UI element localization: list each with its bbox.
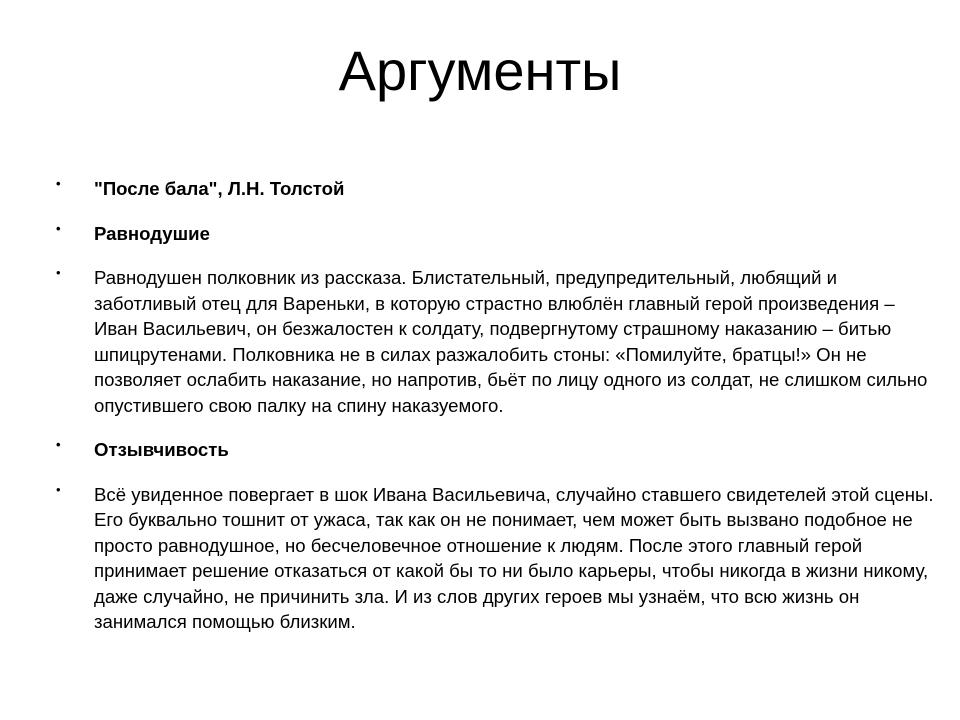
list-item-text: "После бала", Л.Н. Толстой	[94, 178, 345, 199]
list-item-heading-responsiveness	[56, 437, 936, 463]
bullet-icon: •	[56, 437, 61, 452]
bullet-icon: •	[56, 176, 61, 191]
list-item-source	[56, 176, 936, 202]
bullet-icon: •	[56, 481, 61, 497]
list-item-heading-indifference	[56, 221, 936, 247]
list-item-text: Равнодушен полковник из рассказа. Блистательный, предупредительный, любящий и заботливый отец для Вареньки, в которую страстно влюблён главный герой произведения – Иван Васильевич, он безжалостен к солдату, подвергнутому страшному наказанию – битью шпицрутенами. Полковника не в силах разжалобить стоны: «Помилуйте, братцы!» Он не позволяет ослабить наказание, но напротив, бьёт по лицу одного из солдат, не слишком сильно опустившего свою палку на спину наказуемого.	[94, 267, 928, 416]
list-item-text: Равнодушие	[94, 222, 210, 244]
list-item-paragraph-indifference	[56, 265, 936, 418]
bullet-list	[56, 176, 936, 654]
list-item-paragraph-responsiveness	[56, 482, 936, 635]
list-item-text: Отзывчивость	[94, 439, 229, 460]
bullet-icon: •	[56, 265, 61, 280]
slide-title: Аргументы	[338, 39, 622, 102]
list-item-text: Всё увиденное повергает в шок Ивана Васильевича, случайно ставшего свидетелей этой сцены. Его буквально тошнит от ужаса, так как он не понимает, чем может быть вызвано подобное не просто равнодушное, но бесчеловечное отношение к людям. После этого главный герой принимает решение отказаться от какой бы то ни было карьеры, чтобы никогда в жизни никому, даже случайно, не причинить зла. И из слов других героев мы узнаём, что всю жизнь он занимался помощью близким.	[94, 483, 934, 632]
bullet-icon: •	[56, 220, 61, 236]
